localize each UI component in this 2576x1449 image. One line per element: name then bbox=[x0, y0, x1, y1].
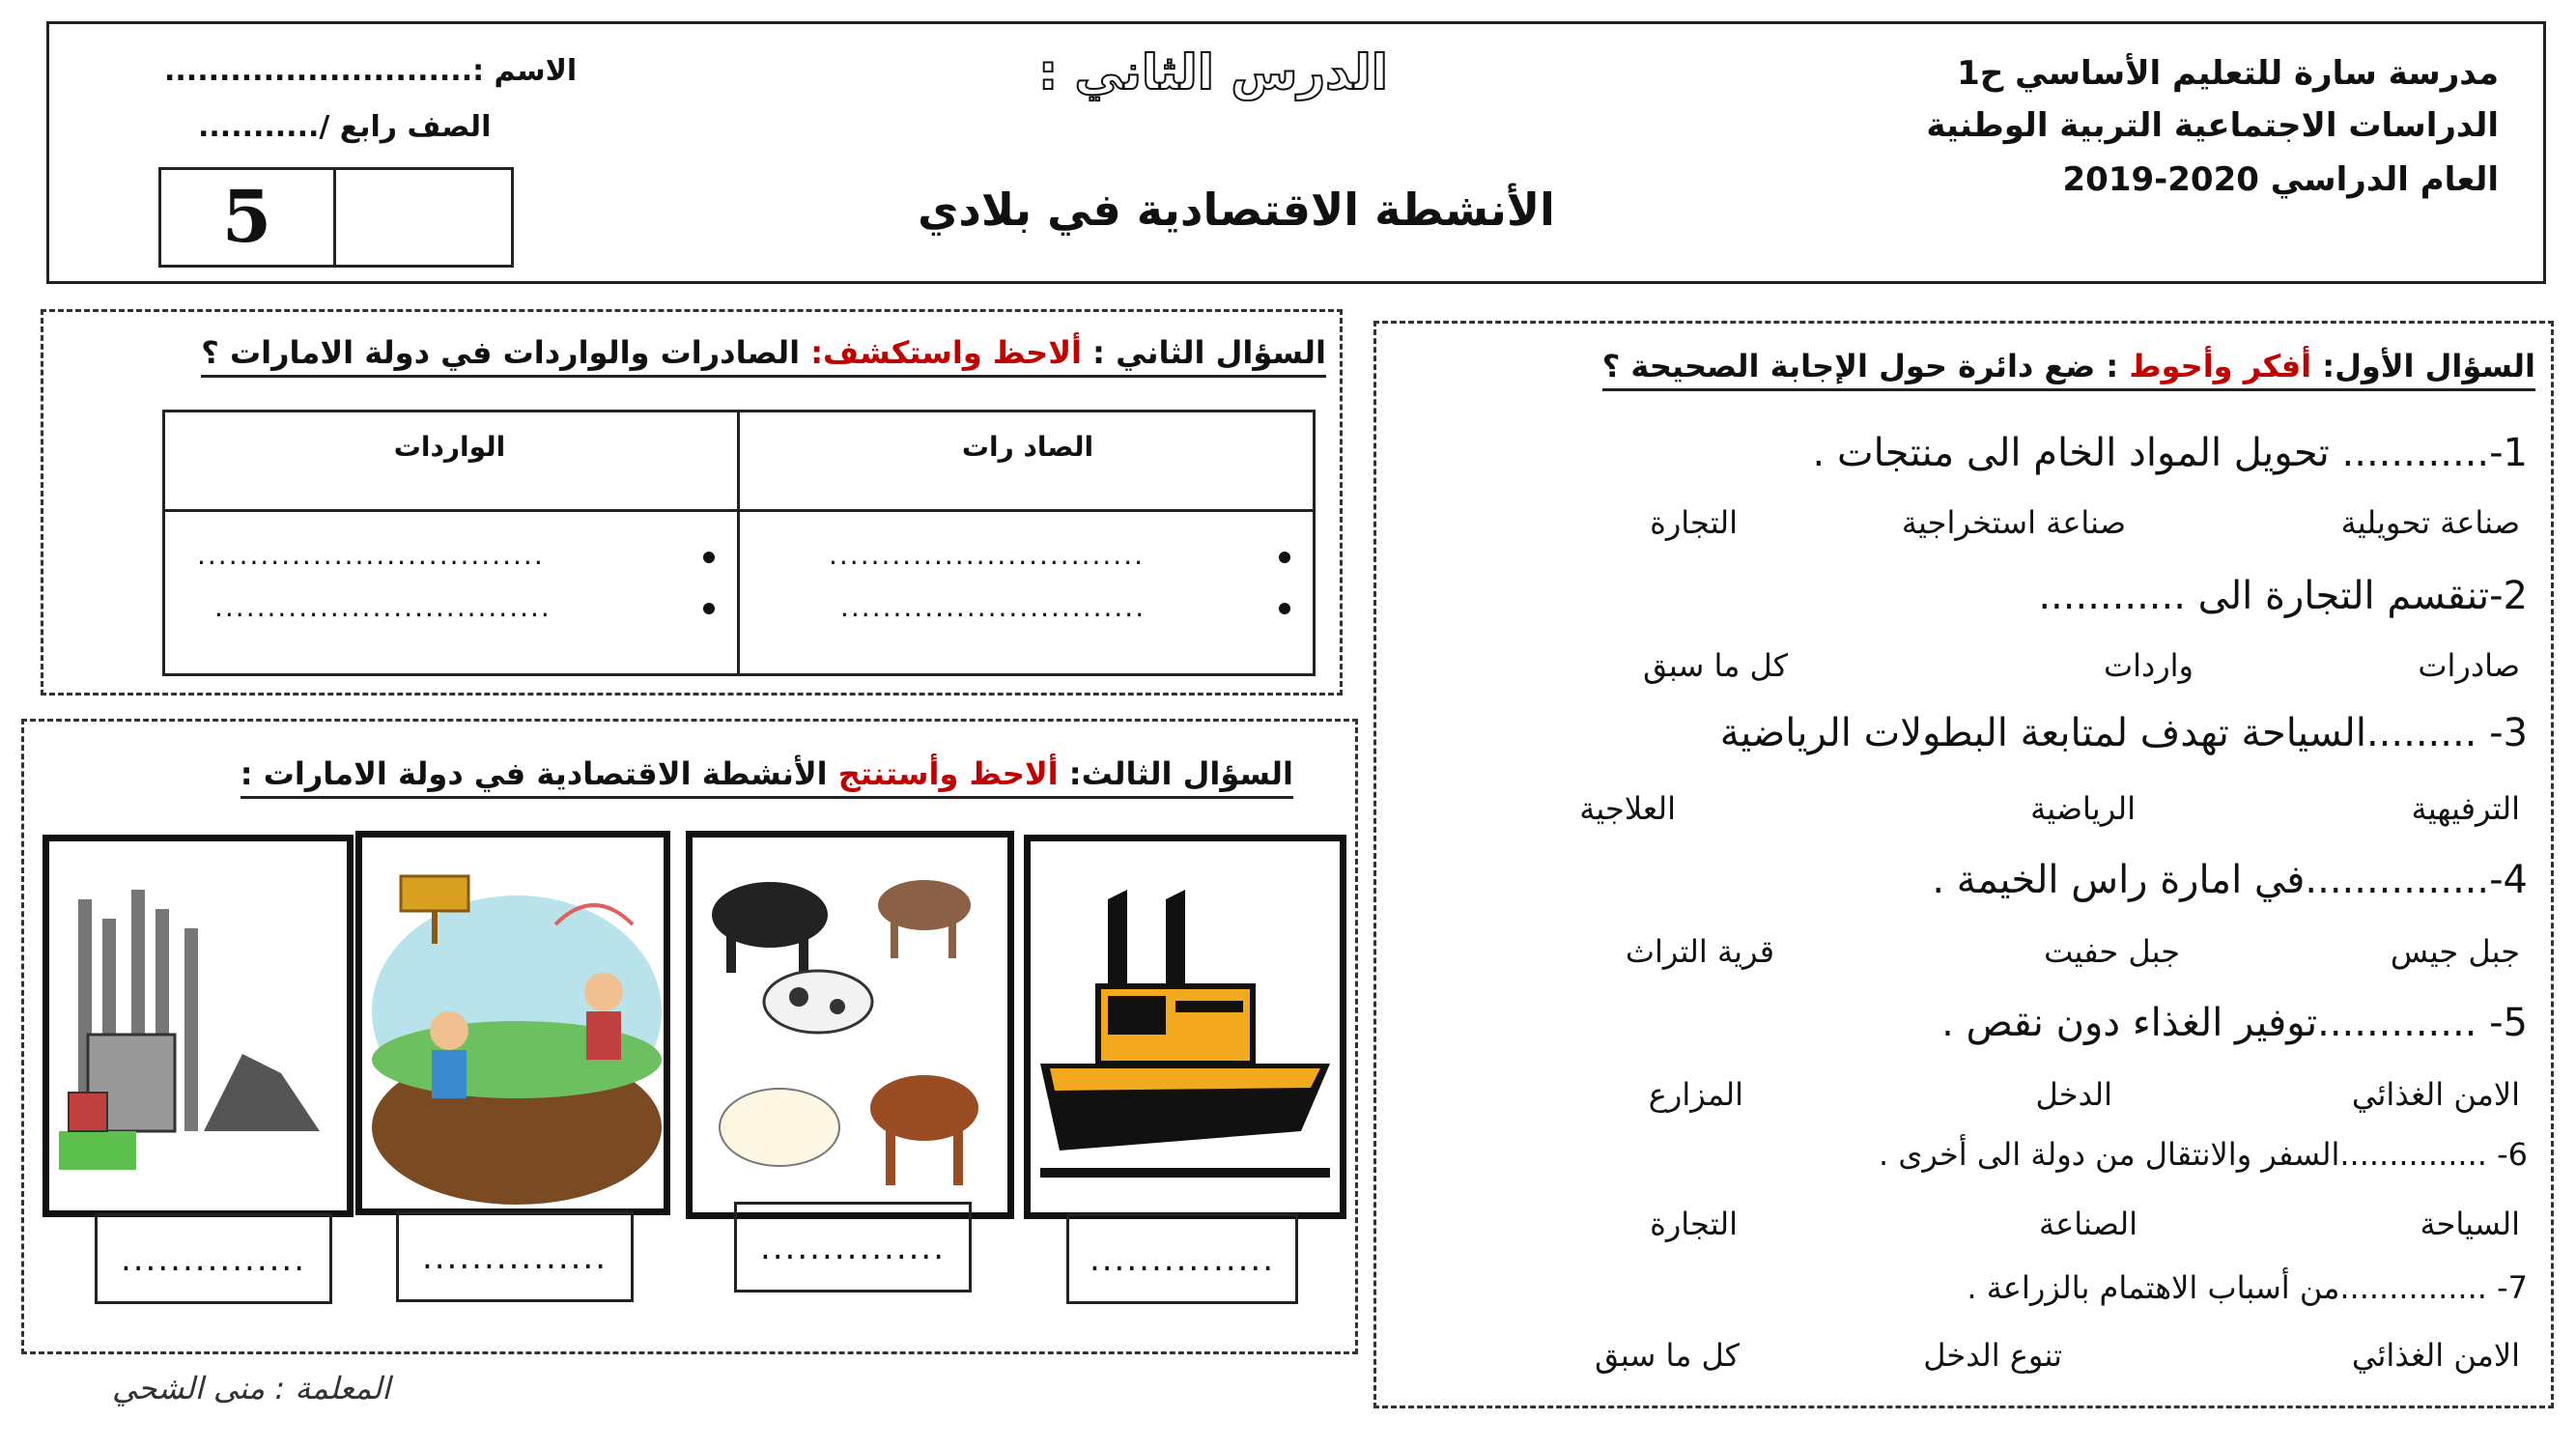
q1-item-6-option-1[interactable]: السياحة bbox=[2420, 1206, 2520, 1242]
q1-item-3-option-3[interactable]: العلاجية bbox=[1579, 790, 1676, 827]
ship-icon bbox=[1031, 841, 1340, 1212]
question2-instruction: الصادرات والواردات في دولة الامارات ؟ bbox=[201, 334, 801, 371]
farming-icon bbox=[362, 838, 664, 1208]
q1-item-3-option-2[interactable]: الرياضية bbox=[2030, 790, 2136, 827]
industry-answer-box[interactable]: ............... bbox=[95, 1213, 332, 1304]
subject-name: الدراسات الاجتماعية التربية الوطنية bbox=[1926, 106, 2499, 145]
factory-icon bbox=[49, 841, 347, 1210]
question3-heading bbox=[241, 755, 1293, 799]
ship-image bbox=[1024, 835, 1346, 1219]
ship-answer-box[interactable]: ............... bbox=[1066, 1213, 1298, 1304]
bullet-icon bbox=[1279, 603, 1290, 614]
q1-item-6-text: 6- ...............السفر والانتقال من دولة الى أخرى . bbox=[1878, 1136, 2528, 1173]
question3-instruction: الأنشطة الاقتصادية في دولة الامارات : bbox=[240, 755, 828, 792]
q1-item-7-option-2[interactable]: تنوع الدخل bbox=[1923, 1337, 2062, 1374]
q1-item-2-text: 2-تنقسم التجارة الى ............ bbox=[2038, 574, 2528, 618]
lesson-title: الدرس الثاني : bbox=[1038, 44, 1388, 100]
imports-column-header: الواردات bbox=[393, 431, 506, 463]
q1-item-2-option-3[interactable]: كل ما سبق bbox=[1643, 647, 1788, 684]
table-header-divider bbox=[162, 509, 1316, 512]
livestock-icon bbox=[693, 838, 1007, 1212]
exports-answer-1[interactable]: .............................. bbox=[829, 539, 1146, 571]
teacher-signature: المعلمة : منى الشحي bbox=[112, 1370, 391, 1406]
farming-answer-box[interactable]: ............... bbox=[396, 1211, 634, 1302]
q1-item-6-option-2[interactable]: الصناعة bbox=[2038, 1206, 2137, 1242]
question1-highlight: أفكر وأحوط bbox=[2129, 348, 2312, 384]
q1-item-6-option-3[interactable]: التجارة bbox=[1650, 1206, 1738, 1242]
livestock-image bbox=[686, 831, 1014, 1219]
q1-item-7-text: 7- ...............من أسباب الاهتمام بالزراعة . bbox=[1967, 1269, 2528, 1306]
bullet-icon bbox=[703, 603, 715, 614]
school-name: مدرسة سارة للتعليم الأساسي ح1 bbox=[1957, 54, 2499, 93]
q1-item-3-option-1[interactable]: الترفيهية bbox=[2411, 790, 2520, 827]
grade-field[interactable]: الصف رابع /........... bbox=[198, 110, 492, 144]
bullet-icon bbox=[703, 552, 715, 563]
q1-item-5-option-1[interactable]: الامن الغذائي bbox=[2351, 1076, 2520, 1113]
q1-item-3-text: 3- .........السياحة تهدف لمتابعة البطولات الرياضية bbox=[1719, 711, 2528, 755]
bullet-icon bbox=[1279, 552, 1290, 563]
question3-prefix: السؤال الثالث: bbox=[1068, 755, 1293, 792]
question2-prefix: السؤال الثاني : bbox=[1092, 334, 1326, 371]
q1-item-7-option-1[interactable]: الامن الغذائي bbox=[2351, 1337, 2520, 1374]
q1-item-1-option-1[interactable]: صناعة تحويلية bbox=[2340, 504, 2520, 541]
industry-image bbox=[42, 835, 354, 1217]
q1-item-5-text: 5- .............توفير الغذاء دون نقص . bbox=[1941, 1001, 2528, 1045]
q1-item-4-option-2[interactable]: جبل حفيت bbox=[2044, 933, 2180, 970]
question3-highlight: ألاحظ وأستنتج bbox=[837, 755, 1059, 792]
imports-answer-2[interactable]: ................................ bbox=[214, 591, 552, 623]
score-value: 5 bbox=[221, 176, 272, 259]
q1-item-2-option-2[interactable]: واردات bbox=[2103, 647, 2194, 684]
exports-answer-2[interactable]: ............................. bbox=[840, 591, 1146, 623]
question1-heading bbox=[1602, 348, 2535, 391]
q1-item-7-option-3[interactable]: كل ما سبق bbox=[1595, 1337, 1740, 1374]
q1-item-4-text: 4-...............في امارة راس الخيمة . bbox=[1932, 858, 2528, 902]
q1-item-1-option-2[interactable]: صناعة استخراجية bbox=[1901, 504, 2126, 541]
question1-instruction: : ضع دائرة حول الإجابة الصحيحة ؟ bbox=[1601, 348, 2119, 384]
q1-item-5-option-3[interactable]: المزارع bbox=[1648, 1076, 1743, 1113]
exports-column-header: الصاد رات bbox=[961, 431, 1094, 463]
question2-heading bbox=[201, 334, 1326, 378]
student-name-field[interactable]: الاسم :............................ bbox=[164, 54, 578, 88]
q1-item-4-option-1[interactable]: جبل جيس bbox=[2390, 933, 2520, 970]
q1-item-5-option-2[interactable]: الدخل bbox=[2035, 1076, 2112, 1113]
q1-item-4-option-3[interactable]: قرية التراث bbox=[1625, 933, 1774, 970]
question2-highlight: ألاحظ واستكشف: bbox=[810, 334, 1082, 371]
q1-item-1-text: 1-............ تحويل المواد الخام الى منتجات . bbox=[1812, 431, 2528, 475]
imports-answer-1[interactable]: ................................. bbox=[197, 539, 545, 571]
farming-image bbox=[355, 831, 670, 1215]
academic-year: العام الدراسي 2020-2019 bbox=[2062, 160, 2499, 199]
q1-item-2-option-1[interactable]: صادرات bbox=[2418, 647, 2520, 684]
q1-item-1-option-3[interactable]: التجارة bbox=[1650, 504, 1738, 541]
livestock-answer-box[interactable]: ............... bbox=[734, 1202, 972, 1293]
lesson-subtitle: الأنشطة الاقتصادية في بلادي bbox=[918, 184, 1555, 236]
question1-prefix: السؤال الأول: bbox=[2322, 348, 2535, 384]
